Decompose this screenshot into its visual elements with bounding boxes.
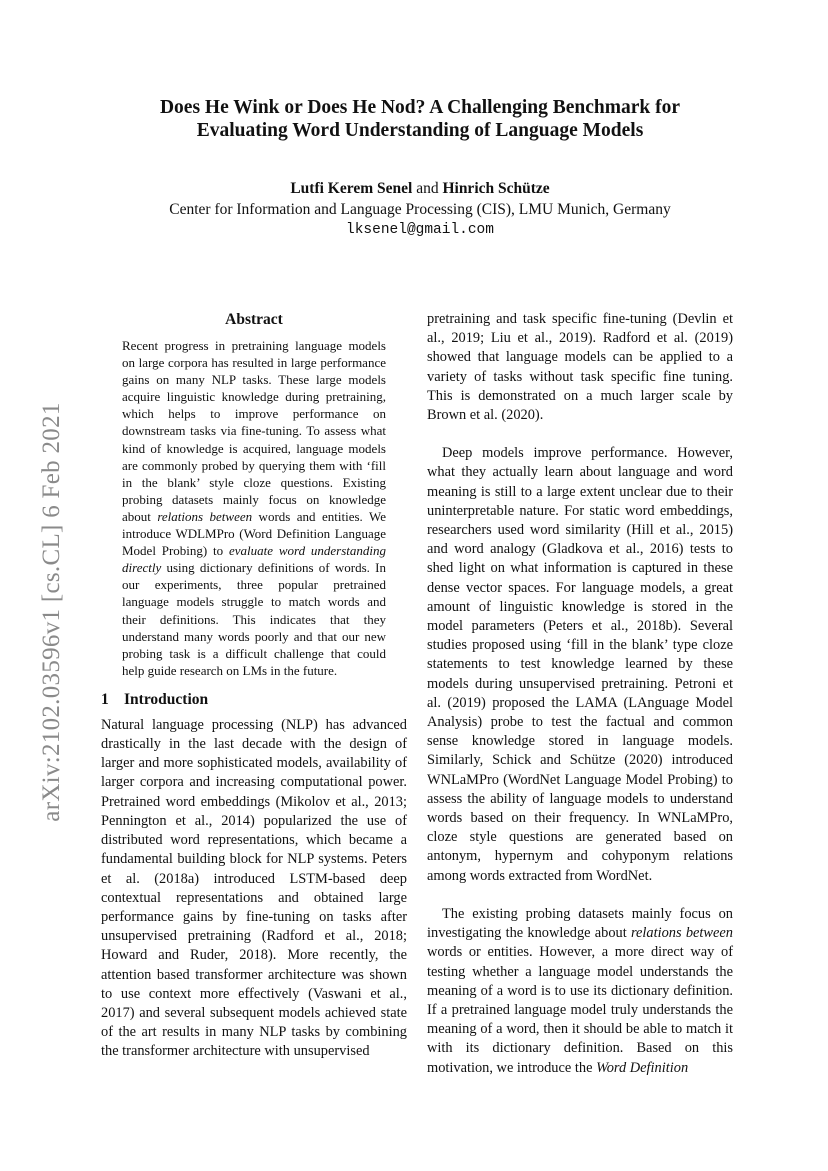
left-column [101,310,407,1062]
abstract-text: Recent progress in pretraining language models on large corpora has resulted in large performance gains on many NLP tasks. These large models acquire linguistic knowledge during pretraining, which helps to improve performance on downstream tasks via fine-tuning. To assess what kind of knowledge is acquired, language models are commonly probed by querying them with ‘fill in the blank’ style cloze questions. Existing probing datasets mainly focus on knowledge about relations between words and entities. We introduce WDLMPro (Word Definition Language Model Probing) to evaluate word understanding directly using dictionary definitions of words. In our experiments, three popular pretrained language models struggle to match words and their definitions. This indicates that they understand many words poorly and that our new probing task is a difficult challenge that could help guide research on LMs in the future. [122,338,386,678]
author-1: Lutfi Kerem Senel [290,180,413,197]
intro-paragraph-1: Natural language processing (NLP) has advanced drastically in the last decade with the design of larger and more sophisticated models, availability of larger corpora and increasing computational power. Pretrained word embeddings (Mikolov et al., 2013; Pennington et al., 2014) popularized the use of distributed word representations, which became a fundamental building block for NLP systems. Peters et al. (2018a) introduced LSTM-based deep contextual representations and obtained large performance gains by fine-tuning on tasks after unsupervised pretraining (Radford et al., 2018; Howard and Ruder, 2018). More recently, the attention based transformer architecture was shown to use context more effectively (Vaswani et al., 2017) and several subsequent models achieved state of the art results in many NLP tasks by combining the transformer architecture with unsupervised [101,716,407,1060]
author-email: lksenel@gmail.com [346,222,494,238]
section-title: Introduction [124,690,209,708]
abstract-heading: Abstract [225,311,283,328]
author-2: Hinrich Schütze [442,180,550,197]
title-line-2: Evaluating Word Understanding of Language Models [196,120,644,141]
section-heading-introduction [101,690,407,710]
right-column [427,310,733,1078]
paper-title [100,96,740,142]
author-conjunction: and [416,180,439,197]
arxiv-identifier: arXiv:2102.03596v1 [cs.CL] 6 Feb 2021 [38,402,65,822]
affiliation: Center for Information and Language Processing (CIS), LMU Munich, Germany [169,201,671,218]
title-line-1: Does He Wink or Does He Nod? A Challenging Benchmark for [159,97,681,118]
section-number: 1 [101,690,109,708]
intro-paragraph-1-continued: pretraining and task specific fine-tuning (Devlin et al., 2019; Liu et al., 2019). Radford et al. (2019) showed that language models can be applied to a variety of tasks without task specific fine tuning. This is demonstrated on a much larger scale by Brown et al. (2020). [427,311,733,424]
author-names [100,178,740,199]
intro-paragraph-2: Deep models improve performance. However, what they actually learn about language and word meaning is still to a large extent unclear due to their uninterpretable nature. For static word embeddings, researchers used word similarity (Hill et al., 2015) and word analogy (Gladkova et al., 2016) tests to shed light on what information is captured in these dense vector spaces. For language models, a great amount of linguistic knowledge is stored in the model parameters (Peters et al., 2018b). Several studies proposed using ‘fill in the blank’ type cloze statements to test knowledge learned by these models during unsupervised pretraining. Petroni et al. (2019) proposed the LAMA (LAnguage Model Analysis) probe to test the factual and common sense knowledge stored in language models. Similarly, Schick and Schütze (2020) introduced WNLaMPro (WordNet Language Model Probing) to assess the ability of language models to understand words based on their frequency. In WNLaMPro, cloze style questions are generated based on antonym, hypernym and cohyponym relations among words extracted from WordNet. [427,445,733,884]
author-block [100,178,740,241]
intro-paragraph-3: The existing probing datasets mainly focus on investigating the knowledge about relations between words or entities. However, a more direct way of testing whether a language model understands the meaning of a word is to use its dictionary definition. If a pretrained language model truly understands the meaning of a word, then it should be able to match it with its dictionary definition. Based on this motivation, we introduce the Word Definition [427,905,733,1076]
arxiv-sidebar [0,0,65,1171]
